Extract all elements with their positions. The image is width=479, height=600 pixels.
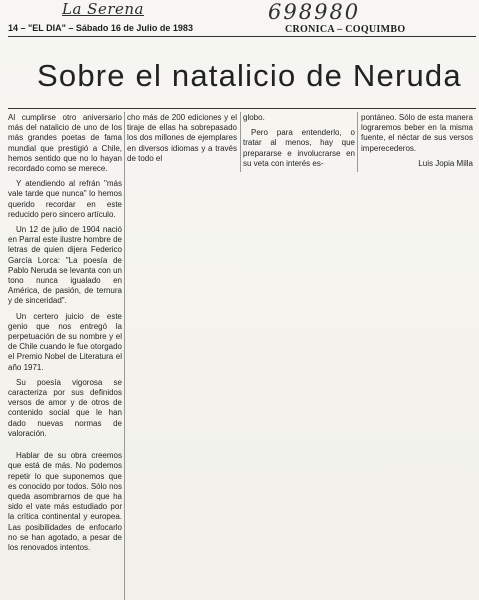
headline-rule [8, 108, 476, 109]
paragraph: Hablar de su obra creemos que está de más. No podemos repetir lo que suponemos que es conocido por todos. Sólo nos queda asombrarnos de que ha sido el vate más estudiado por la crítica continental y europea. Las posibilidades de enfocarlo no se han agotado, a pesar de los renovados intentos. [8, 451, 122, 552]
header-rule [8, 36, 476, 37]
paragraph: Pero para entenderlo, o tratar al menos, hay que prepararse e involucrarse en su veta con interés es- [243, 128, 355, 168]
article-column-3 [243, 113, 355, 174]
column-divider [240, 112, 241, 172]
handwritten-archive-number: 698980 [268, 0, 361, 24]
author-signature: Luis Jopia Milla [418, 158, 473, 168]
article-column-1 [8, 113, 122, 558]
page-header-section: CRONICA – COQUIMBO [285, 24, 406, 35]
handwritten-source-note: La Serena [62, 0, 144, 18]
paragraph: cho más de 200 ediciones y el tiraje de ellas ha sobrepasado los dos millones de ejemplares en diversos idiomas y a través de todo el [127, 113, 237, 163]
article-column-2 [127, 113, 237, 169]
article-headline: Sobre el natalicio de Neruda [37, 58, 462, 93]
paragraph: Un 12 de julio de 1904 nació en Parral este ilustre hombre de letras de quien dijera Federico García Lorca: "La poesía de Pablo Neruda se levanta con un tono nunca igualado en América, de pasión, de ternura y de sinceridad". [8, 225, 122, 306]
paragraph: Su poesía vigorosa se caracteriza por sus definidos versos de amor y de otros de contenido social que le han dado nuevas normas de valoración. [8, 377, 122, 438]
column-divider [357, 112, 358, 172]
paragraph: Y atendiendo al refrán "más vale tarde que nunca" lo hemos querido recordar en este reducido pero sincero artículo. [8, 179, 122, 219]
article-column-4 [361, 113, 473, 174]
paragraph: Al cumplirse otro aniversario más del natalicio de uno de los más grandes poetas de fama mundial que prestigió a Chile, hemos sentido que no lo hayan recordado como se merece. [8, 113, 122, 174]
page-header-date: 14 – "EL DIA" – Sábado 16 de Julio de 1983 [8, 23, 193, 33]
paragraph: Un certero juicio de este genio que nos entregó la perpetuación de su nombre y el de Chile cuando le fue otorgado el Premio Nobel de Literatura el año 1971. [8, 311, 122, 372]
column-divider [124, 112, 125, 600]
paragraph: globo. [243, 113, 265, 122]
paragraph: pontáneo. Sólo de esta manera lograremos beber en la misma fuente, el néctar de sus versos imperecederos. [361, 113, 473, 153]
